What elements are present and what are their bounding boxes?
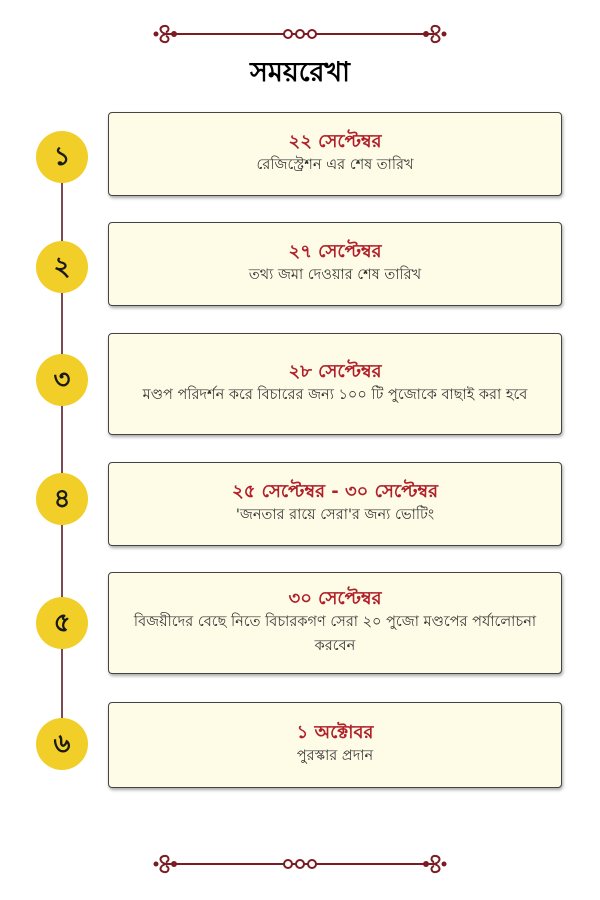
step-number-badge: ১ — [36, 131, 88, 183]
timeline-date: ২৫ সেপ্টেম্বর - ৩০ সেপ্টেম্বর — [231, 480, 438, 502]
step-number-badge: ৪ — [36, 473, 88, 525]
timeline-description: রেজিস্ট্রেশন এর শেষ তারিখ — [256, 157, 414, 174]
timeline-date: ২৮ সেপ্টেম্বর — [288, 360, 382, 382]
timeline-card — [108, 222, 562, 306]
timeline-description: 'জনতার রায়ে সেরা'র জন্য ভোটিং — [235, 507, 435, 524]
timeline-description: পুরস্কার প্রদান — [296, 748, 374, 765]
timeline-description: তথ্য জমা দেওয়ার শেষ তারিখ — [248, 267, 422, 284]
timeline-card — [108, 112, 562, 196]
step-number-badge: ৫ — [36, 597, 88, 649]
step-number-badge: ৩ — [36, 354, 88, 406]
timeline-date: ২৭ সেপ্টেম্বর — [288, 240, 382, 262]
timeline-card — [108, 462, 562, 546]
timeline-date: ২২ সেপ্টেম্বর — [288, 130, 382, 152]
timeline-description: বিজয়ীদের বেছে নিতে বিচারকগণ সেরা ২০ পুজো মণ্ডপের পর্যালোচনা করবেন — [133, 614, 537, 655]
timeline-description: মণ্ডপ পরিদর্শন করে বিচারের জন্য ১০০ টি পুজোকে বাছাই করা হবে — [142, 387, 528, 404]
top-ornament-divider — [150, 22, 450, 46]
timeline-card — [108, 702, 562, 788]
timeline-date: ১ অক্টোবর — [296, 721, 374, 743]
step-number-badge: ২ — [36, 241, 88, 293]
timeline-date: ৩০ সেপ্টেম্বর — [288, 587, 382, 609]
step-number-badge: ৬ — [36, 718, 88, 770]
page-title: সময়রেখা — [250, 57, 350, 88]
timeline-card — [108, 333, 562, 435]
timeline-card — [108, 572, 562, 674]
bottom-ornament-divider — [150, 852, 450, 876]
